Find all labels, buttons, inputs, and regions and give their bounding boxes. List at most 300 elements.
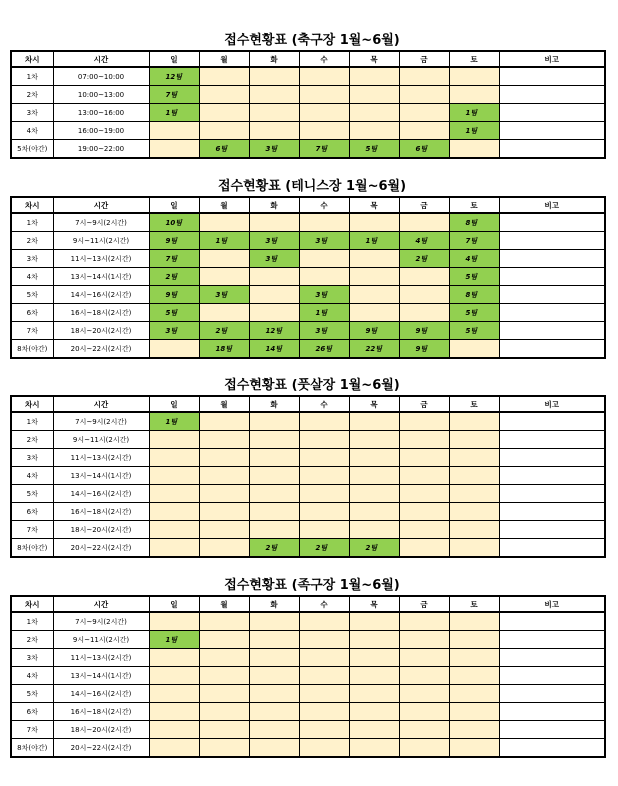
day-cell <box>199 304 249 322</box>
time-cell: 11시~13시(2시간) <box>53 449 149 467</box>
day-cell: 1팀 <box>299 304 349 322</box>
day-cell <box>299 521 349 539</box>
day-cell <box>249 467 299 485</box>
day-cell: 3팀 <box>249 140 299 159</box>
day-cell <box>449 431 499 449</box>
table-row <box>11 539 605 558</box>
day-cell: 12팀 <box>149 67 199 86</box>
day-cell <box>149 739 199 758</box>
note-cell <box>499 122 605 140</box>
column-header: 월 <box>199 596 249 612</box>
slot-cell: 5차 <box>11 485 53 503</box>
day-cell: 3팀 <box>199 286 249 304</box>
day-cell <box>399 67 449 86</box>
header-row <box>11 197 605 213</box>
day-cell <box>449 739 499 758</box>
table-row <box>11 485 605 503</box>
slot-cell: 8차(야간) <box>11 340 53 359</box>
day-cell <box>449 485 499 503</box>
day-cell <box>199 703 249 721</box>
day-cell <box>249 485 299 503</box>
day-cell: 9팀 <box>349 322 399 340</box>
time-cell: 11시~13시(2시간) <box>53 649 149 667</box>
day-cell: 4팀 <box>449 250 499 268</box>
day-cell <box>449 86 499 104</box>
table-title: 접수현황표 (축구장 1월~6월) <box>224 33 400 48</box>
day-cell <box>199 667 249 685</box>
day-cell <box>249 649 299 667</box>
day-cell <box>299 649 349 667</box>
day-cell: 3팀 <box>299 322 349 340</box>
note-cell <box>499 322 605 340</box>
note-cell <box>499 467 605 485</box>
day-cell <box>249 67 299 86</box>
day-cell <box>149 667 199 685</box>
note-cell <box>499 286 605 304</box>
reception-table <box>10 50 606 159</box>
table-row <box>11 449 605 467</box>
reception-table <box>10 395 606 558</box>
day-cell <box>149 721 199 739</box>
day-cell <box>349 631 399 649</box>
time-cell: 19:00~22:00 <box>53 140 149 159</box>
day-cell <box>299 122 349 140</box>
day-cell <box>449 612 499 631</box>
day-cell <box>399 503 449 521</box>
day-cell <box>449 467 499 485</box>
day-cell <box>349 268 399 286</box>
day-cell <box>349 412 399 431</box>
time-cell: 13시~14시(1시간) <box>53 667 149 685</box>
time-cell: 13시~14시(1시간) <box>53 467 149 485</box>
day-cell <box>299 467 349 485</box>
note-cell <box>499 412 605 431</box>
day-cell <box>149 340 199 359</box>
note-cell <box>499 503 605 521</box>
day-cell: 5팀 <box>149 304 199 322</box>
time-cell: 10:00~13:00 <box>53 86 149 104</box>
column-header: 수 <box>299 396 349 412</box>
day-cell: 1팀 <box>349 232 399 250</box>
day-cell: 5팀 <box>349 140 399 159</box>
day-cell <box>399 104 449 122</box>
day-cell <box>199 521 249 539</box>
day-cell <box>249 667 299 685</box>
note-cell <box>499 213 605 232</box>
day-cell <box>399 667 449 685</box>
time-cell: 14시~16시(2시간) <box>53 286 149 304</box>
day-cell <box>449 340 499 359</box>
time-cell: 18시~20시(2시간) <box>53 521 149 539</box>
day-cell <box>399 631 449 649</box>
column-header: 일 <box>149 596 199 612</box>
day-cell <box>349 649 399 667</box>
table-row <box>11 213 605 232</box>
day-cell: 9팀 <box>399 322 449 340</box>
column-header: 월 <box>199 197 249 213</box>
table-row <box>11 104 605 122</box>
note-cell <box>499 739 605 758</box>
day-cell <box>399 467 449 485</box>
day-cell <box>149 449 199 467</box>
day-cell <box>449 539 499 558</box>
day-cell <box>249 503 299 521</box>
day-cell <box>249 286 299 304</box>
note-cell <box>499 67 605 86</box>
header-row <box>11 51 605 67</box>
day-cell: 3팀 <box>249 250 299 268</box>
day-cell <box>449 503 499 521</box>
day-cell <box>299 703 349 721</box>
jokgu-section <box>10 577 604 758</box>
day-cell <box>299 250 349 268</box>
day-cell <box>449 703 499 721</box>
soccer-section <box>10 32 604 159</box>
slot-cell: 4차 <box>11 268 53 286</box>
time-cell: 7시~9시(2시간) <box>53 412 149 431</box>
day-cell <box>199 122 249 140</box>
column-header: 비고 <box>499 396 605 412</box>
column-header: 화 <box>249 197 299 213</box>
day-cell <box>349 86 399 104</box>
column-header: 월 <box>199 396 249 412</box>
header-row <box>11 396 605 412</box>
day-cell <box>349 304 399 322</box>
day-cell <box>299 685 349 703</box>
day-cell: 2팀 <box>199 322 249 340</box>
day-cell <box>199 503 249 521</box>
day-cell <box>299 412 349 431</box>
column-header: 시간 <box>53 197 149 213</box>
day-cell <box>399 449 449 467</box>
day-cell <box>299 67 349 86</box>
column-header: 목 <box>349 197 399 213</box>
day-cell <box>349 431 399 449</box>
day-cell: 12팀 <box>249 322 299 340</box>
day-cell <box>399 431 449 449</box>
day-cell <box>199 721 249 739</box>
slot-cell: 3차 <box>11 449 53 467</box>
note-cell <box>499 521 605 539</box>
column-header: 비고 <box>499 596 605 612</box>
slot-cell: 1차 <box>11 67 53 86</box>
slot-cell: 4차 <box>11 122 53 140</box>
day-cell <box>349 67 399 86</box>
day-cell: 1팀 <box>199 232 249 250</box>
slot-cell: 3차 <box>11 649 53 667</box>
day-cell <box>399 539 449 558</box>
day-cell <box>199 685 249 703</box>
futsal-section <box>10 377 604 558</box>
column-header: 시간 <box>53 51 149 67</box>
column-header: 목 <box>349 51 399 67</box>
day-cell <box>149 703 199 721</box>
column-header: 화 <box>249 396 299 412</box>
slot-cell: 1차 <box>11 412 53 431</box>
day-cell <box>199 250 249 268</box>
note-cell <box>499 539 605 558</box>
table-row <box>11 667 605 685</box>
note-cell <box>499 449 605 467</box>
day-cell <box>199 86 249 104</box>
day-cell <box>149 503 199 521</box>
table-row <box>11 739 605 758</box>
day-cell <box>399 122 449 140</box>
reception-table <box>10 595 606 758</box>
day-cell <box>349 739 399 758</box>
day-cell <box>249 739 299 758</box>
table-title: 접수현황표 (풋살장 1월~6월) <box>224 378 400 393</box>
slot-cell: 2차 <box>11 232 53 250</box>
day-cell: 2팀 <box>299 539 349 558</box>
day-cell: 3팀 <box>249 232 299 250</box>
column-header: 일 <box>149 197 199 213</box>
slot-cell: 7차 <box>11 721 53 739</box>
day-cell <box>249 521 299 539</box>
time-cell: 7시~9시(2시간) <box>53 213 149 232</box>
day-cell <box>349 685 399 703</box>
day-cell <box>399 304 449 322</box>
table-row <box>11 250 605 268</box>
day-cell <box>299 631 349 649</box>
table-row <box>11 67 605 86</box>
day-cell <box>199 67 249 86</box>
time-cell: 13시~14시(1시간) <box>53 268 149 286</box>
day-cell <box>399 739 449 758</box>
table-row <box>11 431 605 449</box>
day-cell <box>299 104 349 122</box>
day-cell: 22팀 <box>349 340 399 359</box>
day-cell <box>249 431 299 449</box>
time-cell: 9시~11시(2시간) <box>53 232 149 250</box>
slot-cell: 5차 <box>11 685 53 703</box>
day-cell <box>349 485 399 503</box>
column-header: 수 <box>299 51 349 67</box>
day-cell <box>149 612 199 631</box>
slot-cell: 6차 <box>11 304 53 322</box>
table-row <box>11 649 605 667</box>
day-cell <box>349 213 399 232</box>
day-cell: 9팀 <box>149 286 199 304</box>
table-row <box>11 612 605 631</box>
day-cell <box>349 612 399 631</box>
day-cell: 1팀 <box>149 104 199 122</box>
day-cell <box>399 485 449 503</box>
slot-cell: 7차 <box>11 521 53 539</box>
slot-cell: 7차 <box>11 322 53 340</box>
column-header: 화 <box>249 596 299 612</box>
table-row <box>11 521 605 539</box>
tennis-section <box>10 178 604 359</box>
day-cell: 2팀 <box>149 268 199 286</box>
table-row <box>11 412 605 431</box>
time-cell: 16:00~19:00 <box>53 122 149 140</box>
day-cell <box>399 612 449 631</box>
day-cell <box>399 685 449 703</box>
time-cell: 18시~20시(2시간) <box>53 322 149 340</box>
day-cell <box>249 213 299 232</box>
column-header: 비고 <box>499 197 605 213</box>
day-cell <box>149 685 199 703</box>
day-cell <box>199 649 249 667</box>
day-cell <box>249 703 299 721</box>
day-cell <box>349 449 399 467</box>
column-header: 월 <box>199 51 249 67</box>
day-cell: 1팀 <box>449 122 499 140</box>
day-cell: 9팀 <box>149 232 199 250</box>
day-cell: 5팀 <box>449 304 499 322</box>
day-cell: 8팀 <box>449 213 499 232</box>
day-cell <box>249 86 299 104</box>
day-cell <box>249 721 299 739</box>
day-cell <box>149 431 199 449</box>
column-header: 토 <box>449 51 499 67</box>
day-cell <box>449 649 499 667</box>
day-cell <box>299 449 349 467</box>
column-header: 토 <box>449 596 499 612</box>
day-cell: 18팀 <box>199 340 249 359</box>
time-cell: 16시~18시(2시간) <box>53 503 149 521</box>
column-header: 토 <box>449 197 499 213</box>
table-row <box>11 322 605 340</box>
column-header: 시간 <box>53 596 149 612</box>
day-cell <box>449 631 499 649</box>
column-header: 차시 <box>11 396 53 412</box>
note-cell <box>499 268 605 286</box>
note-cell <box>499 667 605 685</box>
table-row <box>11 140 605 159</box>
slot-cell: 6차 <box>11 503 53 521</box>
day-cell: 8팀 <box>449 286 499 304</box>
day-cell <box>399 521 449 539</box>
day-cell: 6팀 <box>199 140 249 159</box>
note-cell <box>499 685 605 703</box>
day-cell <box>349 521 399 539</box>
column-header: 수 <box>299 197 349 213</box>
day-cell <box>449 685 499 703</box>
day-cell <box>299 667 349 685</box>
table-title: 접수현황표 (테니스장 1월~6월) <box>217 179 407 194</box>
day-cell <box>249 304 299 322</box>
day-cell <box>249 412 299 431</box>
slot-cell: 8차(야간) <box>11 739 53 758</box>
day-cell <box>449 67 499 86</box>
slot-cell: 2차 <box>11 431 53 449</box>
day-cell <box>349 250 399 268</box>
day-cell: 7팀 <box>149 250 199 268</box>
note-cell <box>499 232 605 250</box>
day-cell <box>299 268 349 286</box>
day-cell <box>149 467 199 485</box>
day-cell: 2팀 <box>399 250 449 268</box>
day-cell <box>149 539 199 558</box>
table-row <box>11 304 605 322</box>
time-cell: 20시~22시(2시간) <box>53 739 149 758</box>
column-header: 금 <box>399 396 449 412</box>
slot-cell: 8차(야간) <box>11 539 53 558</box>
table-row <box>11 703 605 721</box>
table-row <box>11 631 605 649</box>
day-cell <box>399 86 449 104</box>
day-cell <box>449 667 499 685</box>
day-cell <box>299 721 349 739</box>
day-cell <box>449 721 499 739</box>
note-cell <box>499 721 605 739</box>
table-row <box>11 340 605 359</box>
header-row <box>11 596 605 612</box>
day-cell <box>399 286 449 304</box>
time-cell: 07:00~10:00 <box>53 67 149 86</box>
day-cell <box>199 485 249 503</box>
day-cell <box>249 631 299 649</box>
day-cell <box>299 739 349 758</box>
day-cell: 14팀 <box>249 340 299 359</box>
note-cell <box>499 485 605 503</box>
slot-cell: 3차 <box>11 104 53 122</box>
reception-table <box>10 196 606 359</box>
day-cell <box>349 503 399 521</box>
day-cell <box>299 612 349 631</box>
time-cell: 11시~13시(2시간) <box>53 250 149 268</box>
note-cell <box>499 631 605 649</box>
slot-cell: 4차 <box>11 667 53 685</box>
day-cell <box>299 213 349 232</box>
day-cell <box>449 140 499 159</box>
day-cell <box>149 485 199 503</box>
table-row <box>11 232 605 250</box>
note-cell <box>499 140 605 159</box>
day-cell <box>199 467 249 485</box>
column-header: 화 <box>249 51 299 67</box>
note-cell <box>499 340 605 359</box>
day-cell <box>299 431 349 449</box>
day-cell <box>349 122 399 140</box>
note-cell <box>499 703 605 721</box>
day-cell: 5팀 <box>449 268 499 286</box>
day-cell: 10팀 <box>149 213 199 232</box>
note-cell <box>499 612 605 631</box>
column-header: 금 <box>399 197 449 213</box>
table-row <box>11 86 605 104</box>
time-cell: 20시~22시(2시간) <box>53 340 149 359</box>
day-cell <box>249 685 299 703</box>
table-row <box>11 286 605 304</box>
column-header: 일 <box>149 51 199 67</box>
time-cell: 9시~11시(2시간) <box>53 431 149 449</box>
column-header: 차시 <box>11 596 53 612</box>
table-row <box>11 685 605 703</box>
slot-cell: 2차 <box>11 86 53 104</box>
day-cell <box>199 631 249 649</box>
day-cell <box>449 412 499 431</box>
day-cell <box>299 86 349 104</box>
day-cell <box>199 431 249 449</box>
day-cell <box>249 268 299 286</box>
note-cell <box>499 104 605 122</box>
day-cell <box>399 213 449 232</box>
day-cell <box>299 503 349 521</box>
day-cell <box>249 449 299 467</box>
slot-cell: 6차 <box>11 703 53 721</box>
note-cell <box>499 304 605 322</box>
table-row <box>11 467 605 485</box>
day-cell <box>449 521 499 539</box>
note-cell <box>499 86 605 104</box>
slot-cell: 1차 <box>11 213 53 232</box>
day-cell <box>199 213 249 232</box>
day-cell <box>149 521 199 539</box>
note-cell <box>499 431 605 449</box>
